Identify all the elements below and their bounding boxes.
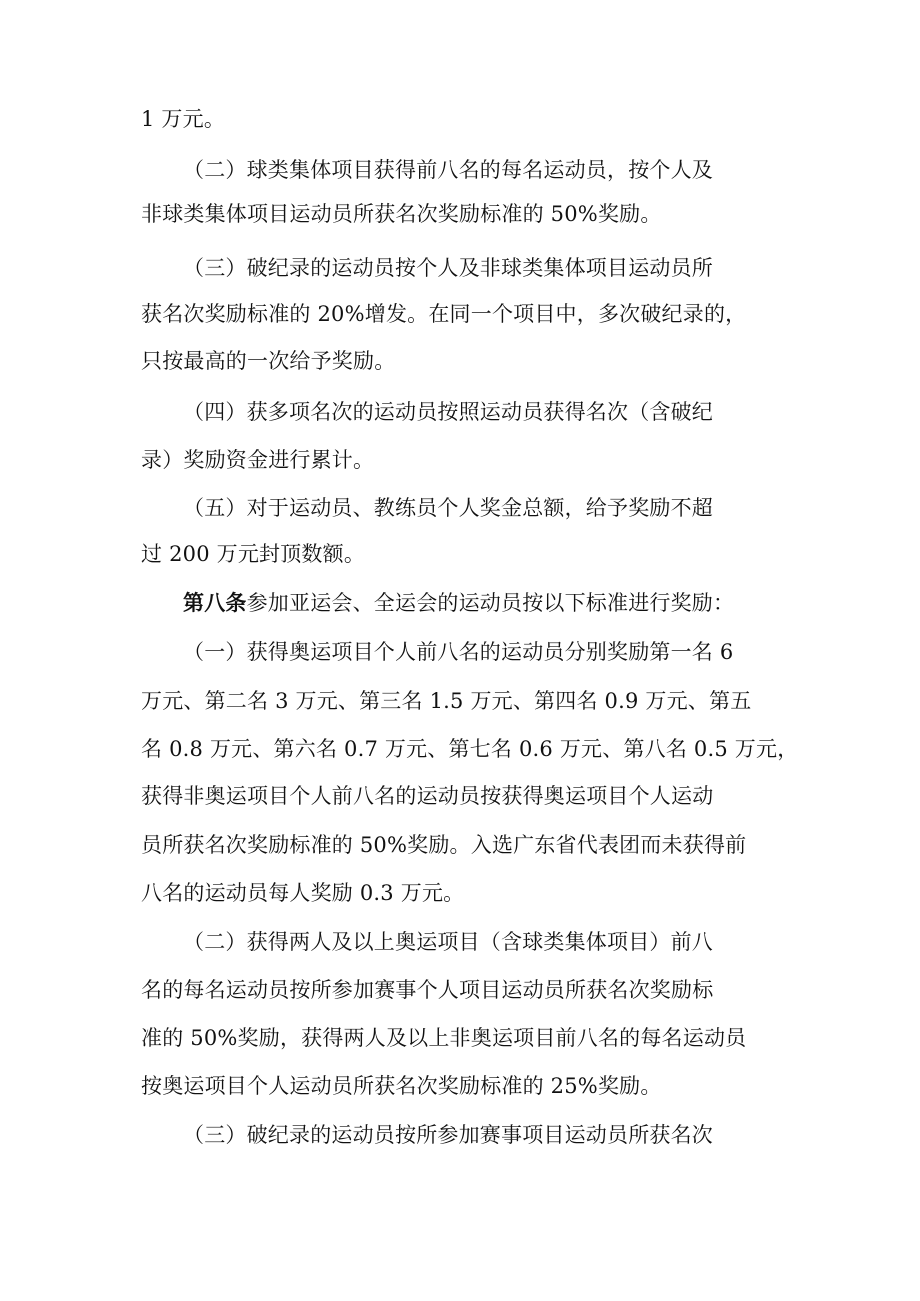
article-text: 参加亚运会、全运会的运动员按以下标准进行奖励： bbox=[246, 591, 735, 615]
article-heading-line bbox=[183, 588, 783, 618]
text-line: 1 万元。 bbox=[141, 107, 226, 131]
article-number: 第八条 bbox=[183, 590, 247, 615]
text-line: 过 200 万元封顶数额。 bbox=[141, 542, 366, 566]
text-line: （一）获得奥运项目个人前八名的运动员分别奖励第一名 6 bbox=[183, 640, 734, 664]
text-line: 名 0.8 万元、第六名 0.7 万元、第七名 0.6 万元、第八名 0.5 万元， bbox=[141, 737, 799, 761]
text-line: 只按最高的一次给予奖励。 bbox=[141, 349, 396, 373]
text-line: 万元、第二名 3 万元、第三名 1.5 万元、第四名 0.9 万元、第五 bbox=[141, 689, 752, 713]
text-line: 录）奖励资金进行累计。 bbox=[141, 448, 375, 472]
text-line: 名的每名运动员按所参加赛事个人项目运动员所获名次奖励标 bbox=[141, 978, 714, 1002]
text-line: 准的 50%奖励，获得两人及以上非奥运项目前八名的每名运动员 bbox=[141, 1026, 747, 1050]
text-line: 八名的运动员每人奖励 0.3 万元。 bbox=[141, 881, 465, 905]
text-line: 非球类集体项目运动员所获名次奖励标准的 50%奖励。 bbox=[141, 202, 662, 226]
text-line: （四）获多项名次的运动员按照运动员获得名次（含破纪 bbox=[183, 400, 713, 424]
text-line: （三）破纪录的运动员按所参加赛事项目运动员所获名次 bbox=[183, 1123, 713, 1147]
text-line: （二）获得两人及以上奥运项目（含球类集体项目）前八 bbox=[183, 930, 713, 954]
text-line: （三）破纪录的运动员按个人及非球类集体项目运动员所 bbox=[183, 256, 713, 280]
text-line: 获得非奥运项目个人前八名的运动员按获得奥运项目个人运动 bbox=[141, 784, 714, 808]
text-line: （五）对于运动员、教练员个人奖金总额，给予奖励不超 bbox=[183, 496, 713, 520]
text-line: 按奥运项目个人运动员所获名次奖励标准的 25%奖励。 bbox=[141, 1074, 662, 1098]
text-line: 员所获名次奖励标准的 50%奖励。入选广东省代表团而未获得前 bbox=[141, 833, 747, 857]
text-line: （二）球类集体项目获得前八名的每名运动员，按个人及 bbox=[183, 158, 713, 182]
text-line: 获名次奖励标准的 20%增发。在同一个项目中，多次破纪录的， bbox=[141, 302, 747, 326]
